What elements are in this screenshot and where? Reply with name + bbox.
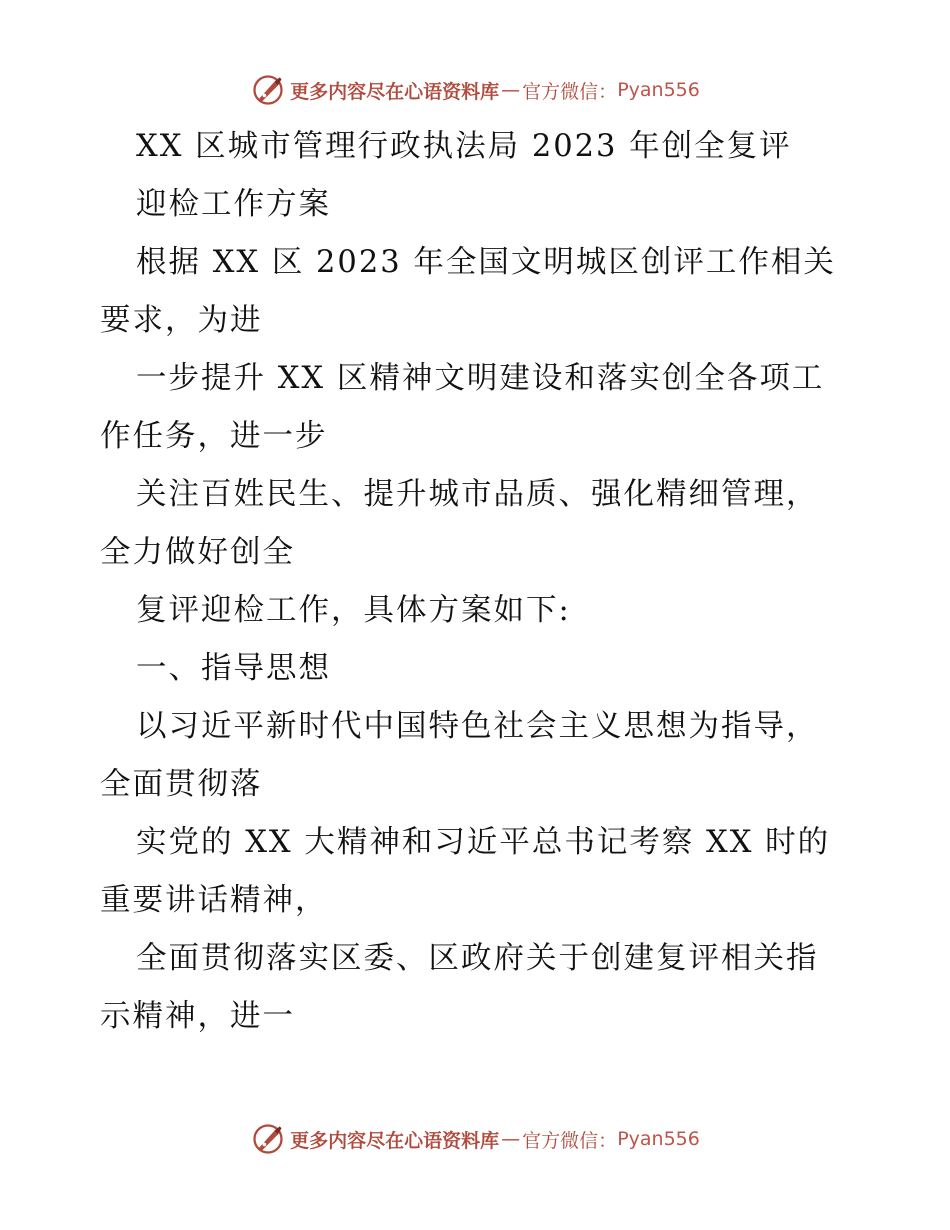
doc-title-line-1: XX 区城市管理行政执法局 2023 年创全复评	[136, 129, 792, 164]
doc-paragraph-line: 示精神，进一	[100, 999, 295, 1034]
footer-watermark	[0, 1119, 950, 1159]
watermark-separator: —	[501, 79, 521, 101]
doc-paragraph-line: 重要讲话精神，	[100, 883, 328, 918]
pen-nib-logo-icon	[250, 72, 286, 108]
watermark-wechat-id: Pyan556	[617, 79, 700, 101]
watermark-site-text: 更多内容尽在心语资料库	[290, 80, 500, 103]
pen-nib-logo-icon	[250, 1121, 286, 1157]
doc-paragraph-line: 作任务，进一步	[100, 419, 328, 454]
watermark-site-text: 更多内容尽在心语资料库	[290, 1129, 500, 1152]
doc-paragraph-line: 全面贯彻落	[100, 767, 263, 802]
doc-paragraph-line: 一步提升 XX 区精神文明建设和落实创全各项工	[136, 361, 825, 396]
watermark-wechat-label: 官方微信：	[522, 1129, 618, 1152]
watermark-wechat-label: 官方微信：	[522, 80, 618, 103]
watermark-separator: —	[501, 1128, 521, 1150]
doc-title-line-2: 迎检工作方案	[136, 187, 331, 222]
doc-paragraph-line: 实党的 XX 大精神和习近平总书记考察 XX 时的	[136, 825, 831, 860]
doc-paragraph-line: 复评迎检工作，具体方案如下:	[136, 593, 571, 628]
doc-paragraph-line: 要求，为进	[100, 303, 263, 338]
doc-paragraph-line: 关注百姓民生、提升城市品质、强化精细管理，	[136, 477, 819, 512]
doc-paragraph-line: 根据 XX 区 2023 年全国文明城区创评工作相关	[136, 245, 836, 280]
header-watermark	[0, 70, 950, 110]
section-heading-guiding-ideology: 一、指导思想	[136, 651, 331, 686]
doc-paragraph-line: 全面贯彻落实区委、区政府关于创建复评相关指	[136, 941, 819, 976]
doc-paragraph-line: 全力做好创全	[100, 535, 295, 570]
doc-paragraph-line: 以习近平新时代中国特色社会主义思想为指导，	[136, 709, 819, 744]
watermark-wechat-id: Pyan556	[617, 1128, 700, 1150]
document-body	[100, 118, 860, 1046]
